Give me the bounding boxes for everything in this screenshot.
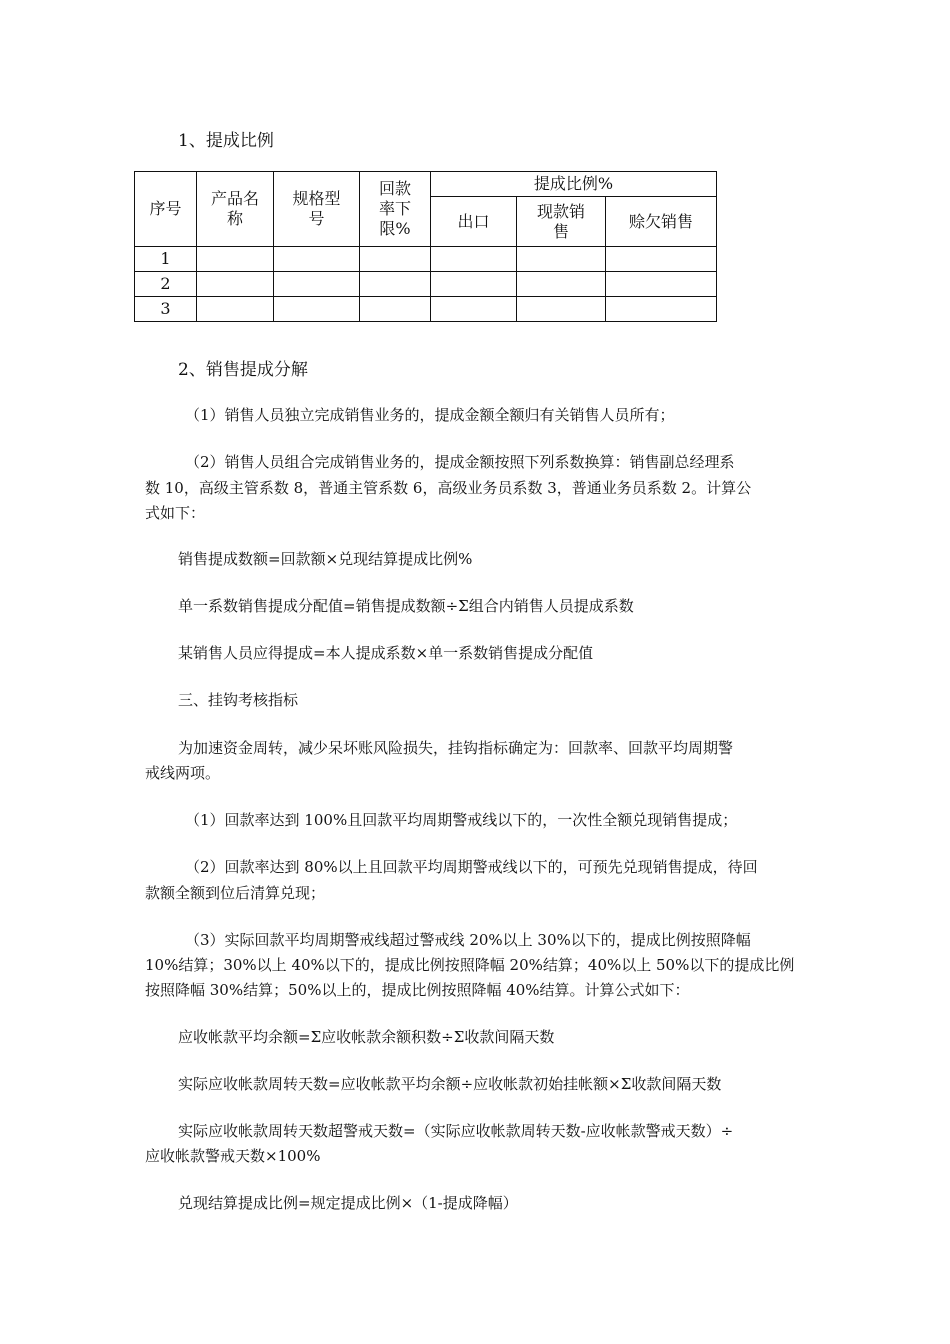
- table-cell: [606, 247, 717, 272]
- table-cell: [431, 297, 517, 322]
- header-rate-line1: 回款: [378, 179, 411, 198]
- header-product-name: [197, 172, 274, 247]
- header-cash-sale: [517, 197, 606, 247]
- formula-commission-amount: 销售提成数额=回款额×兑现结算提成比例%: [178, 550, 473, 568]
- header-spec-line1: 规格型: [292, 189, 341, 208]
- table-cell: [517, 247, 606, 272]
- section-3-intro-line1: 为加速资金周转，减少呆坏账风险损失，挂钩指标确定为：回款率、回款平均周期警: [178, 739, 734, 757]
- formula-overdue-line2: 应收帐款警戒天数×100%: [145, 1147, 321, 1165]
- rule-combined-sale-line2: 数 10，高级主管系数 8，普通主管系数 6，高级业务员系数 3，普通业务员系数 2。计算公: [145, 479, 752, 497]
- header-credit-sale: 赊欠销售: [606, 197, 717, 247]
- table-cell: [360, 272, 431, 297]
- row-seq: 2: [135, 272, 197, 297]
- condition-3-line3: 按照降幅 30%结算；50%以上的，提成比例按照降幅 40%结算。计算公式如下：: [145, 981, 690, 999]
- condition-2-line2: 款额全额到位后清算兑现；: [145, 884, 326, 902]
- header-cash-line2: 售: [552, 221, 569, 241]
- table-cell: [197, 297, 274, 322]
- formula-turnover-days: 实际应收帐款周转天数=应收帐款平均余额÷应收帐款初始挂帐额×Σ收款间隔天数: [178, 1075, 722, 1093]
- header-export: 出口: [431, 197, 517, 247]
- rule-combined-sale-line1: （2）销售人员组合完成销售业务的，提成金额按照下列系数换算：销售副总经理系: [185, 453, 735, 471]
- condition-1: （1）回款率达到 100%且回款平均周期警戒线以下的，一次性全额兑现销售提成；: [185, 811, 738, 829]
- table-cell: [197, 247, 274, 272]
- table-row: [135, 247, 717, 272]
- table-cell: [360, 297, 431, 322]
- header-spec-line2: 号: [308, 209, 325, 228]
- formula-unit-allocation: 单一系数销售提成分配值=销售提成数额÷Σ组合内销售人员提成系数: [178, 597, 634, 615]
- header-rate-line2: 率下: [378, 199, 411, 218]
- formula-overdue-line1: 实际应收帐款周转天数超警戒天数=（实际应收帐款周转天数-应收帐款警戒天数）÷: [178, 1122, 734, 1140]
- header-cash-line1: 现款销: [536, 201, 585, 221]
- table-cell: [197, 272, 274, 297]
- table-row: [135, 297, 717, 322]
- table-cell: [517, 297, 606, 322]
- row-seq: 1: [135, 247, 197, 272]
- header-seq: 序号: [135, 172, 197, 247]
- header-product-name-line1: 产品名: [210, 189, 259, 208]
- header-rate-line3: 限%: [379, 219, 411, 238]
- section-1-title: 1、提成比例: [178, 131, 274, 151]
- table-cell: [431, 272, 517, 297]
- header-spec-model: [274, 172, 360, 247]
- header-commission-group: 提成比例%: [431, 172, 717, 197]
- section-3-intro-line2: 戒线两项。: [145, 764, 221, 782]
- commission-rate-table: [134, 171, 717, 322]
- table-cell: [517, 272, 606, 297]
- formula-individual-commission: 某销售人员应得提成=本人提成系数×单一系数销售提成分配值: [178, 644, 594, 662]
- condition-2-line1: （2）回款率达到 80%以上且回款平均周期警戒线以下的，可预先兑现销售提成，待回: [185, 858, 758, 876]
- condition-3-line2: 10%结算；30%以上 40%以下的，提成比例按照降幅 20%结算；40%以上 50%以下的提成比例: [145, 956, 795, 974]
- table-row: [135, 272, 717, 297]
- section-2-title: 2、销售提成分解: [178, 360, 308, 380]
- rule-independent-sale: （1）销售人员独立完成销售业务的，提成金额全额归有关销售人员所有；: [185, 406, 675, 424]
- header-collection-rate-floor: [360, 172, 431, 247]
- row-seq: 3: [135, 297, 197, 322]
- formula-average-receivable: 应收帐款平均余额=Σ应收帐款余额积数÷Σ收款间隔天数: [178, 1028, 555, 1046]
- section-3-title: 三、挂钩考核指标: [178, 691, 299, 709]
- formula-settlement-rate: 兑现结算提成比例=规定提成比例×（1-提成降幅）: [178, 1194, 518, 1212]
- table-cell: [360, 247, 431, 272]
- rule-combined-sale-line3: 式如下：: [145, 504, 206, 522]
- table-cell: [606, 297, 717, 322]
- condition-3-line1: （3）实际回款平均周期警戒线超过警戒线 20%以上 30%以下的，提成比例按照降幅: [185, 931, 751, 949]
- table-cell: [431, 247, 517, 272]
- table-cell: [274, 297, 360, 322]
- table-cell: [606, 272, 717, 297]
- table-cell: [274, 247, 360, 272]
- header-product-name-line2: 称: [226, 209, 243, 228]
- table-cell: [274, 272, 360, 297]
